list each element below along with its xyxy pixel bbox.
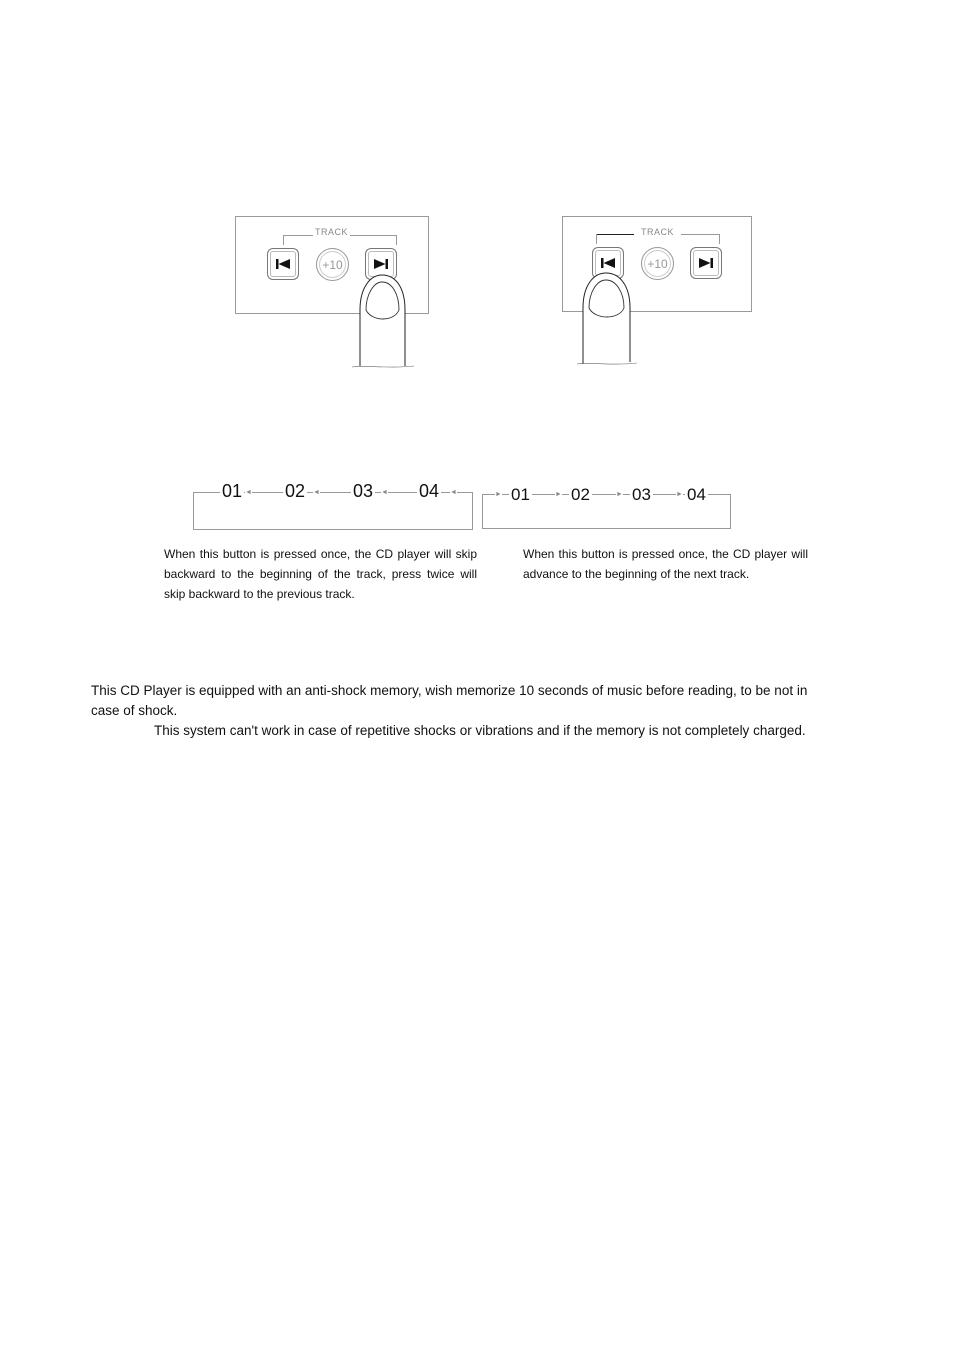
- backward-track-04: 04: [419, 481, 440, 501]
- backward-caption: When this button is pressed once, the CD player will skip backward to the beginning of the track, press twice will skip backward to the previous track.: [164, 547, 477, 601]
- arrow-left-icon: ◄: [381, 489, 388, 496]
- next-track-button[interactable]: [690, 247, 722, 279]
- track-label: TRACK: [315, 227, 349, 237]
- forward-track-01: 01: [511, 485, 530, 504]
- arrow-right-icon: ►: [676, 491, 683, 498]
- forward-track-03: 03: [632, 485, 651, 504]
- track-label: TRACK: [641, 227, 675, 237]
- track-bracket-right-tick: [396, 235, 397, 245]
- arrow-right-icon: ►: [495, 491, 502, 498]
- skip-forward-icon: [698, 257, 714, 269]
- backward-track-03: 03: [353, 481, 374, 501]
- track-bracket-left-segment: [596, 234, 634, 235]
- track-bracket-left-tick: [596, 234, 597, 244]
- previous-track-button[interactable]: [267, 248, 299, 280]
- anti-shock-paragraph: This CD Player is equipped with an anti-shock memory, wish memorize 10 seconds of music before reading, to be not in case of shock.: [91, 683, 808, 718]
- track-bracket-left-tick: [283, 235, 284, 245]
- skip-back-icon: [275, 258, 291, 270]
- plus-ten-button[interactable]: +10: [641, 247, 674, 280]
- arrow-left-icon: ◄: [313, 489, 320, 496]
- backward-track-01: 01: [222, 481, 243, 501]
- track-bracket-right-segment: [681, 234, 719, 235]
- pointing-finger-left: [350, 270, 422, 370]
- forward-track-04: 04: [687, 485, 706, 504]
- forward-caption: When this button is pressed once, the CD player will advance to the beginning of the next track.: [523, 547, 808, 581]
- backward-track-02: 02: [285, 481, 306, 501]
- arrow-left-icon: ◄: [450, 489, 457, 496]
- forward-track-02: 02: [571, 485, 590, 504]
- arrow-right-icon: ►: [555, 491, 562, 498]
- arrow-right-icon: ►: [616, 491, 623, 498]
- anti-shock-note: This system can't work in case of repetitive shocks or vibrations and if the memory is not completely charged.: [154, 723, 806, 738]
- skip-forward-icon: [373, 258, 389, 270]
- plus-ten-button[interactable]: +10: [316, 248, 349, 281]
- pointing-finger-right: [575, 268, 647, 368]
- track-bracket-right-tick: [719, 234, 720, 244]
- arrow-left-icon: ◄: [245, 489, 252, 496]
